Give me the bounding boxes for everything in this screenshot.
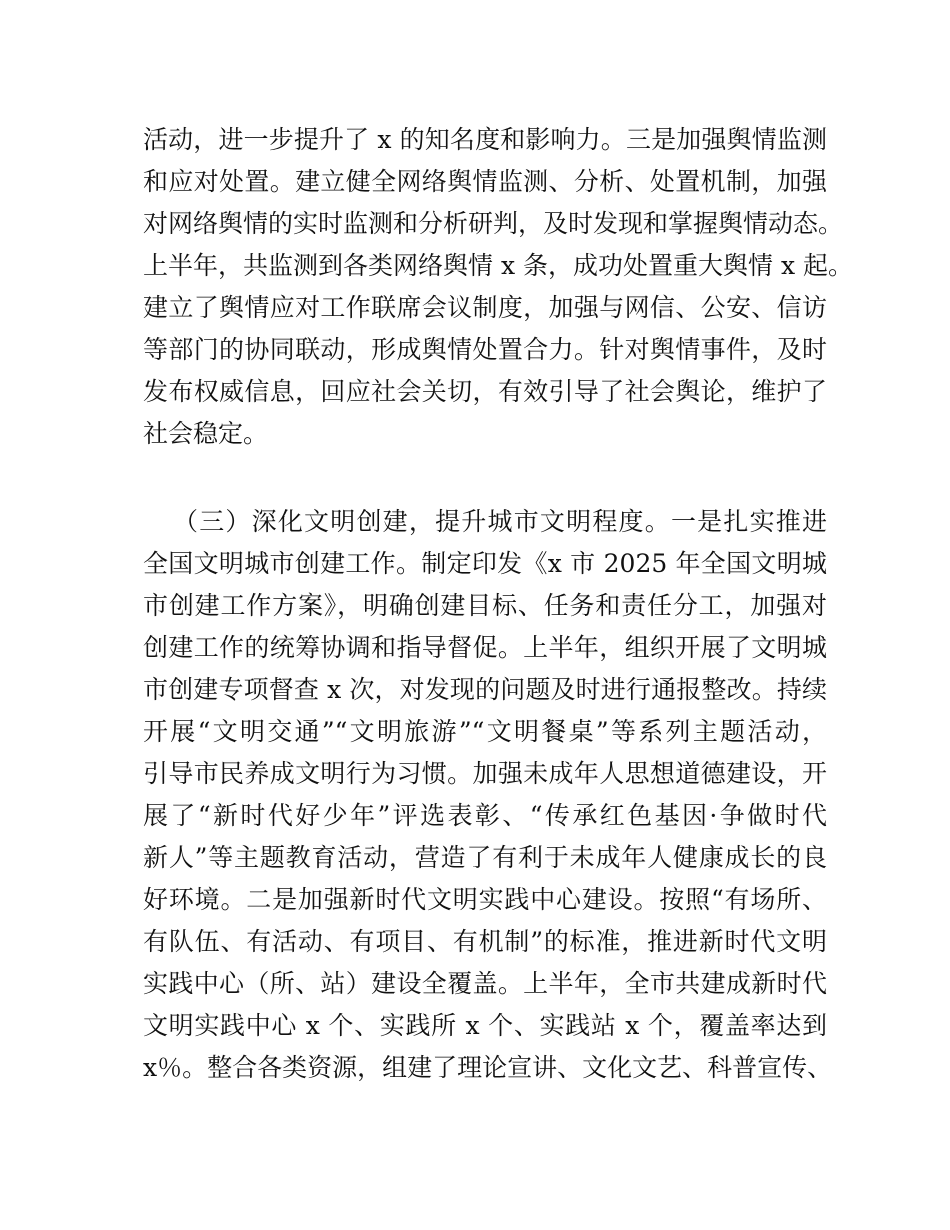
text-line: 活动，进一步提升了 x 的知名度和影响力。三是加强舆情监测 [143, 125, 827, 154]
text-line: 市创建工作方案》，明确创建目标、任务和责任分工，加强对 [143, 591, 827, 620]
text-line: 社会稳定。 [143, 419, 269, 448]
text-line: 上半年，共监测到各类网络舆情 x 条，成功处置重大舆情 x 起。 [143, 251, 853, 280]
text-line: 发布权威信息，回应社会关切，有效引导了社会舆论，维护了 [143, 377, 827, 406]
text-line: 引导市民养成文明行为习惯。加强未成年人思想道德建设，开 [143, 759, 827, 788]
text-line: 创建工作的统筹协调和指导督促。上半年，组织开展了文明城 [143, 633, 827, 662]
paragraph-civilization-building [143, 501, 833, 1089]
paragraph-public-opinion [143, 119, 853, 455]
text-line: 建立了舆情应对工作联席会议制度，加强与网信、公安、信访 [143, 293, 827, 322]
document-page [143, 119, 853, 1089]
text-line: x％。整合各类资源，组建了理论宣讲、文化文艺、科普宣传、 [143, 1053, 833, 1082]
text-line: 实践中心（所、站）建设全覆盖。上半年，全市共建成新时代 [143, 969, 827, 998]
text-line: 新人”等主题教育活动，营造了有利于未成年人健康成长的良 [143, 843, 827, 872]
text-line: 文明实践中心 x 个、实践所 x 个、实践站 x 个，覆盖率达到 [143, 1011, 827, 1040]
text-line: 等部门的协同联动，形成舆情处置合力。针对舆情事件，及时 [143, 335, 827, 364]
text-line: 和应对处置。建立健全网络舆情监测、分析、处置机制，加强 [143, 167, 827, 196]
text-line: 对网络舆情的实时监测和分析研判，及时发现和掌握舆情动态。 [143, 209, 844, 238]
text-line: 全国文明城市创建工作。制定印发《x 市 2025 年全国文明城 [143, 549, 827, 578]
text-line: 开展“文明交通”“文明旅游”“文明餐桌”等系列主题活动， [143, 717, 827, 746]
text-line: 好环境。二是加强新时代文明实践中心建设。按照“有场所、 [143, 885, 827, 914]
text-line: （三）深化文明创建，提升城市文明程度。一是扎实推进 [173, 507, 827, 536]
text-line: 市创建专项督查 x 次，对发现的问题及时进行通报整改。持续 [143, 675, 827, 704]
text-line: 有队伍、有活动、有项目、有机制”的标准，推进新时代文明 [143, 927, 827, 956]
text-line: 展了“新时代好少年”评选表彰、“传承红色基因·争做时代 [143, 801, 827, 830]
